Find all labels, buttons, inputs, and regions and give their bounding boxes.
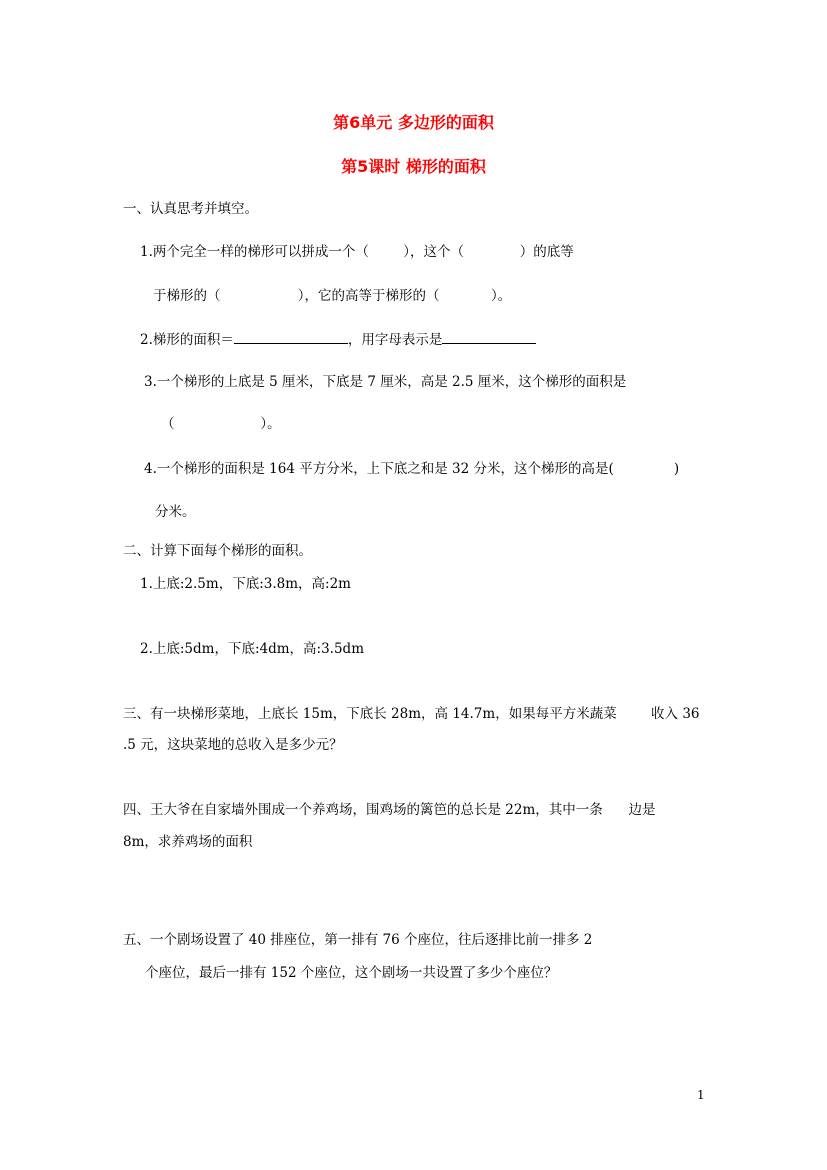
section-3-line1: 三、有一块梯形菜地，上底长 15m，下底长 28m，高 14.7m，如果每平方米蔬菜 收入 36 [123, 706, 700, 722]
q1-3-line1: 3.一个梯形的上底是 5 厘米，下底是 7 厘米，高是 2.5 厘米，这个梯形的面积是 [144, 374, 627, 390]
q2-2: 2.上底:5dm，下底:4dm，高:3.5dm [140, 641, 365, 657]
q1-1-line1: 1.两个完全一样的梯形可以拼成一个（ ），这个（ ）的底等 [140, 244, 574, 260]
q1-2-prefix: 2.梯形的面积＝ [140, 332, 234, 348]
section-5-line2: 个座位，最后一排有 152 个座位，这个剧场一共设置了多少个座位？ [145, 965, 558, 981]
lesson-subtitle: 第5课时 梯形的面积 [341, 157, 486, 176]
section-4-line2: 8m，求养鸡场的面积 [123, 834, 253, 850]
q1-2-line [140, 330, 536, 349]
page-title: 第6单元 多边形的面积 [333, 113, 494, 132]
q1-2-middle: ，用字母表示是 [347, 332, 443, 348]
section-2-heading: 二、计算下面每个梯形的面积。 [123, 543, 312, 559]
q1-1-line2: 于梯形的（ ），它的高等于梯形的（ ）。 [153, 288, 512, 304]
section-5-line1: 五、一个剧场设置了 40 排座位，第一排有 76 个座位，往后逐排比前一排多 2 [123, 932, 593, 948]
answer-blank-2[interactable] [442, 330, 536, 344]
q1-4-line2: 分米。 [155, 504, 196, 520]
section-4-line1: 四、王大爷在自家墙外围成一个养鸡场，围鸡场的篱笆的总长是 22m，其中一条 边是 [123, 802, 656, 818]
q2-1: 1.上底:2.5m，下底:3.8m，高:2m [140, 576, 351, 592]
section-1-heading: 一、认真思考并填空。 [123, 201, 258, 217]
q1-4-line1: 4.一个梯形的面积是 164 平方分米，上下底之和是 32 分米，这个梯形的高是( ) [144, 461, 680, 477]
page-number: 1 [697, 1088, 705, 1102]
answer-blank-1[interactable] [234, 330, 348, 344]
section-3-line2: .5 元，这块菜地的总收入是多少元？ [123, 737, 343, 753]
q1-3-line2: （ ）。 [161, 416, 281, 432]
